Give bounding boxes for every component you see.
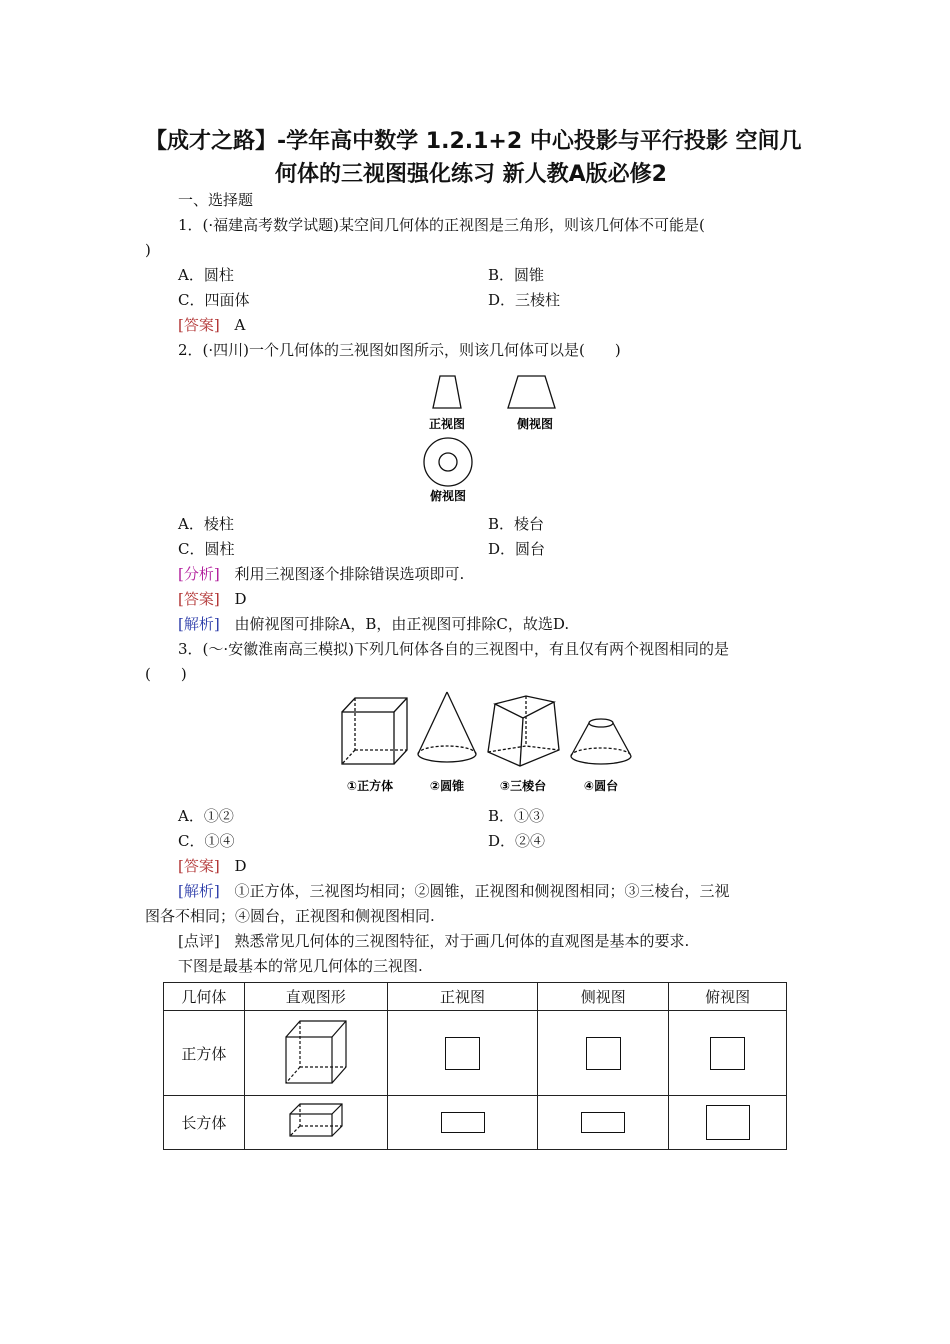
q2-analysis-line [178,564,464,584]
q3-option-a: A．①② [178,807,234,825]
q2-stem: 2．(·四川)一个几何体的三视图如图所示，则该几何体可以是( ) [178,341,621,359]
table-cell-side-view [538,1096,669,1150]
q3-comment-line [178,931,689,951]
table-cell-top-view [669,1096,787,1150]
q2-explain: 由俯视图可排除A，B，由正视图可排除C，故选D. [234,615,570,633]
explain-tag: [解析] [178,615,220,633]
page-title-line2: 何体的三视图强化练习 新人教A版必修2 [275,162,667,187]
q3-solids-figure [330,690,640,800]
q2-side-view-trapezoid [508,376,555,408]
q3-option-b: B．①③ [488,807,545,825]
q1-answer-line [178,315,245,335]
q2-front-view-label: 正视图 [428,417,466,431]
q1-answer: A [234,316,246,334]
table-header-cell: 直观图形 [244,983,387,1011]
q3-comment: 熟悉常见几何体的三视图特征，对于画几何体的直观图是基本的要求. [234,932,690,950]
q3-explain-cont: 图各不相同；④圆台，正视图和侧视图相同. [145,907,435,925]
page-title-line1: 【成才之路】-学年高中数学 1.2.1+2 中心投影与平行投影 空间几 [145,129,802,154]
table-cell-side-view [538,1011,669,1096]
comment-tag: [点评] [178,932,220,950]
q2-analysis: 利用三视图逐个排除错误选项即可. [234,565,465,583]
q1-option-a: A．圆柱 [178,266,234,284]
cube-intuitive-figure [276,1011,356,1091]
table-cell-top-view [669,1011,787,1096]
q1-option-b: B．圆锥 [488,266,545,284]
q2-option-a: A．棱柱 [178,515,234,533]
q3-answer-line [178,856,247,876]
q3-cube-label: ①正方体 [346,779,394,793]
q2-top-view-inner-circle [439,453,457,471]
table-cell-cube-drawing [244,1011,387,1096]
q3-option-d: D．②④ [488,832,546,850]
table-cell-front-view [387,1096,538,1150]
q3-truncated-cone-drawing [571,719,631,764]
q3-explain: ①正方体，三视图均相同；②圆锥，正视图和侧视图相同；③三棱台，三视 [234,882,730,900]
q3-cube-drawing [342,698,407,764]
q2-three-views-figure [415,368,565,508]
q1-stem: 1．(·福建高考数学试题)某空间几何体的正视图是三角形，则该几何体不可能是( [178,216,705,234]
q3-truncated-cone-label: ④圆台 [583,779,619,793]
table-intro: 下图是最基本的常见几何体的三视图. [178,957,423,975]
table-header-cell: 几何体 [164,983,245,1011]
q2-explain-line [178,614,569,634]
q2-answer-line [178,589,247,609]
q3-frustum-label: ③三棱台 [499,779,547,793]
analysis-tag: [分析] [178,565,220,583]
table-cell-name: 正方体 [164,1011,245,1096]
answer-tag: [答案] [178,590,220,608]
table-header-cell: 俯视图 [669,983,787,1011]
table-row [164,1011,787,1096]
q3-frustum-drawing [488,696,559,766]
q3-answer: D [234,857,247,875]
three-views-table [163,982,787,1150]
table-header-cell: 侧视图 [538,983,669,1011]
q2-top-view-label: 俯视图 [429,489,467,503]
q2-option-d: D．圆台 [488,540,546,558]
section-heading: 一、选择题 [178,191,254,209]
q1-option-d: D．三棱柱 [488,291,561,309]
q2-option-b: B．棱台 [488,515,545,533]
explain-tag: [解析] [178,882,220,900]
table-row [164,1096,787,1150]
answer-tag: [答案] [178,316,220,334]
table-cell-front-view [387,1011,538,1096]
table-header-cell: 正视图 [387,983,538,1011]
q3-cone-drawing [418,692,476,762]
q3-stem-cont: ( ) [145,665,187,683]
q1-option-c: C．四面体 [178,291,250,309]
q3-stem: 3．(～·安徽淮南高三模拟)下列几何体各自的三视图中，有且仅有两个视图相同的是 [178,640,730,658]
table-cell-name: 长方体 [164,1096,245,1150]
cuboid-intuitive-figure [276,1098,356,1144]
q3-explain-line [178,881,730,901]
q2-option-c: C．圆柱 [178,540,235,558]
q2-side-view-label: 侧视图 [516,417,554,431]
q3-cone-label: ②圆锥 [429,779,465,793]
q2-front-view-trapezoid [433,376,461,408]
q2-answer: D [234,590,247,608]
q3-option-c: C．①④ [178,832,235,850]
answer-tag: [答案] [178,857,220,875]
table-header-row [164,983,787,1011]
q1-stem-cont: ) [145,241,151,259]
table-cell-cuboid-drawing [244,1096,387,1150]
q2-top-view-outer-circle [424,438,472,486]
